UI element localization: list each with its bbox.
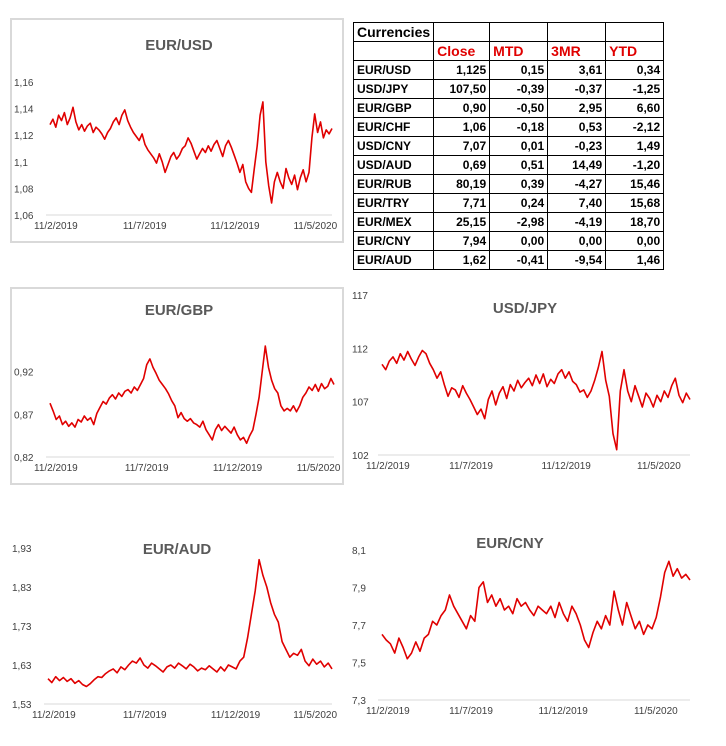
cell-m3: -0,23	[548, 137, 606, 156]
table-row	[354, 80, 664, 99]
cell-mtd: 0,00	[490, 232, 548, 251]
usdjpy-series-line	[382, 351, 690, 450]
y-tick-label: 1,63	[12, 661, 32, 672]
y-tick-label: 1,53	[12, 700, 32, 711]
chart-title: EUR/AUD	[142, 541, 212, 558]
cell-close: 7,94	[434, 232, 490, 251]
cell-close: 80,19	[434, 175, 490, 194]
euraud-series-line	[48, 560, 332, 687]
empty-cell	[490, 23, 548, 42]
y-tick-label: 1,08	[14, 184, 34, 196]
table-row	[354, 175, 664, 194]
eurusd-series-line	[50, 102, 332, 203]
cell-mtd: -0,50	[490, 99, 548, 118]
cell-close: 7,07	[434, 137, 490, 156]
table-row	[354, 61, 664, 80]
cell-mtd: 0,39	[490, 175, 548, 194]
x-tick-label: 11/7/2019	[122, 710, 167, 721]
table-row	[354, 251, 664, 270]
cell-ytd: -1,20	[606, 156, 664, 175]
cell-m3: 0,00	[548, 232, 606, 251]
x-tick-label: 11/7/2019	[449, 461, 493, 472]
y-tick-label: 1,73	[12, 622, 32, 633]
cell-m3: 2,95	[548, 99, 606, 118]
eurusd-chart	[10, 18, 344, 243]
x-tick-label: 11/2/2019	[32, 710, 76, 721]
y-tick-label: 117	[352, 291, 368, 302]
eurcny-svg	[350, 530, 700, 740]
header-ytd: YTD	[606, 42, 664, 61]
cell-ytd: 15,46	[606, 175, 664, 194]
cell-ytd: 15,68	[606, 194, 664, 213]
cell-ytd: 18,70	[606, 213, 664, 232]
empty-cell	[434, 23, 490, 42]
cell-pair: EUR/TRY	[354, 194, 434, 213]
cell-pair: EUR/CHF	[354, 118, 434, 137]
eurgbp-chart	[10, 287, 344, 485]
cell-m3: -9,54	[548, 251, 606, 270]
x-tick-label: 11/7/2019	[124, 463, 169, 474]
cell-pair: USD/CNY	[354, 137, 434, 156]
table-row	[354, 156, 664, 175]
x-tick-label: 11/5/2020	[293, 221, 338, 232]
cell-m3: -0,37	[548, 80, 606, 99]
header-3mr: 3MR	[548, 42, 606, 61]
cell-close: 0,90	[434, 99, 490, 118]
cell-ytd: 1,49	[606, 137, 664, 156]
x-tick-label: 11/12/2019	[210, 710, 261, 721]
table-row	[354, 213, 664, 232]
cell-pair: EUR/USD	[354, 61, 434, 80]
eurgbp-svg	[12, 289, 346, 487]
empty-cell	[606, 23, 664, 42]
euraud-svg	[10, 530, 344, 740]
cell-mtd: -2,98	[490, 213, 548, 232]
y-tick-label: 1,83	[12, 583, 32, 594]
x-tick-label: 11/2/2019	[34, 221, 78, 232]
cell-ytd: -1,25	[606, 80, 664, 99]
cell-mtd: 0,15	[490, 61, 548, 80]
header-close: Close	[434, 42, 490, 61]
x-tick-label: 11/12/2019	[212, 463, 263, 474]
cell-pair: USD/JPY	[354, 80, 434, 99]
y-tick-label: 107	[352, 397, 369, 409]
x-tick-label: 11/2/2019	[34, 463, 78, 474]
y-tick-label: 112	[352, 344, 368, 356]
cell-ytd: 6,60	[606, 99, 664, 118]
y-tick-label: 1,14	[14, 104, 34, 116]
cell-ytd: 1,46	[606, 251, 664, 270]
cell-close: 1,125	[434, 61, 490, 80]
x-tick-label: 11/2/2019	[366, 461, 410, 472]
cell-close: 1,06	[434, 118, 490, 137]
x-tick-label: 11/12/2019	[538, 706, 588, 717]
cell-close: 25,15	[434, 213, 490, 232]
cell-pair: EUR/AUD	[354, 251, 434, 270]
chart-title: EUR/USD	[145, 37, 213, 54]
chart-title: EUR/CNY	[476, 535, 544, 552]
y-tick-label: 1,12	[14, 131, 34, 143]
cell-pair: EUR/GBP	[354, 99, 434, 118]
cell-ytd: 0,34	[606, 61, 664, 80]
table-row	[354, 118, 664, 137]
cell-ytd: -2,12	[606, 118, 664, 137]
cell-close: 0,69	[434, 156, 490, 175]
cell-m3: 14,49	[548, 156, 606, 175]
cell-m3: 0,53	[548, 118, 606, 137]
x-tick-label: 11/7/2019	[449, 706, 493, 717]
y-tick-label: 0,82	[14, 453, 34, 464]
table-header-row	[354, 42, 664, 61]
cell-close: 1,62	[434, 251, 490, 270]
x-tick-label: 11/5/2020	[296, 463, 341, 474]
x-tick-label: 11/12/2019	[210, 221, 260, 232]
x-tick-label: 11/7/2019	[122, 221, 167, 232]
y-tick-label: 1,93	[12, 544, 32, 555]
cell-mtd: 0,51	[490, 156, 548, 175]
cell-mtd: -0,41	[490, 251, 548, 270]
cell-m3: -4,27	[548, 175, 606, 194]
y-tick-label: 1,06	[14, 211, 34, 222]
x-tick-label: 11/2/2019	[366, 706, 410, 717]
table-row	[354, 137, 664, 156]
eurcny-series-line	[382, 561, 690, 659]
usdjpy-chart	[350, 287, 700, 485]
x-tick-label: 11/12/2019	[541, 461, 591, 472]
eurgbp-series-line	[50, 346, 334, 443]
usdjpy-svg	[350, 287, 700, 485]
x-tick-label: 11/5/2020	[637, 461, 681, 472]
cell-pair: USD/AUD	[354, 156, 434, 175]
y-tick-label: 8,1	[352, 546, 366, 557]
cell-m3: 7,40	[548, 194, 606, 213]
table-row	[354, 99, 664, 118]
cell-mtd: 0,24	[490, 194, 548, 213]
currencies-table	[353, 22, 664, 270]
cell-pair: EUR/MEX	[354, 213, 434, 232]
y-tick-label: 102	[352, 451, 369, 462]
cell-m3: 3,61	[548, 61, 606, 80]
cell-ytd: 0,00	[606, 232, 664, 251]
cell-m3: -4,19	[548, 213, 606, 232]
y-tick-label: 7,3	[352, 696, 366, 707]
eurcny-chart	[350, 530, 700, 740]
table-caption-row	[354, 23, 664, 42]
cell-close: 7,71	[434, 194, 490, 213]
cell-mtd: -0,18	[490, 118, 548, 137]
cell-pair: EUR/CNY	[354, 232, 434, 251]
eurusd-svg	[12, 20, 346, 245]
cell-mtd: -0,39	[490, 80, 548, 99]
y-tick-label: 1,16	[14, 78, 34, 89]
table-row	[354, 194, 664, 213]
cell-mtd: 0,01	[490, 137, 548, 156]
cell-pair: EUR/RUB	[354, 175, 434, 194]
chart-title: EUR/GBP	[144, 302, 214, 319]
x-tick-label: 11/5/2020	[633, 706, 678, 717]
table-caption: Currencies	[354, 23, 434, 42]
chart-title: USD/JPY	[492, 300, 558, 317]
euraud-chart	[10, 530, 344, 740]
y-tick-label: 7,5	[352, 658, 366, 670]
y-tick-label: 0,92	[14, 367, 34, 379]
cell-close: 107,50	[434, 80, 490, 99]
header-mtd: MTD	[490, 42, 548, 61]
y-tick-label: 0,87	[14, 410, 34, 422]
table-row	[354, 232, 664, 251]
y-tick-label: 7,7	[352, 621, 366, 632]
empty-header-cell	[354, 42, 434, 61]
y-tick-label: 7,9	[352, 583, 366, 595]
y-tick-label: 1,1	[14, 157, 28, 169]
empty-cell	[548, 23, 606, 42]
x-tick-label: 11/5/2020	[293, 710, 338, 721]
